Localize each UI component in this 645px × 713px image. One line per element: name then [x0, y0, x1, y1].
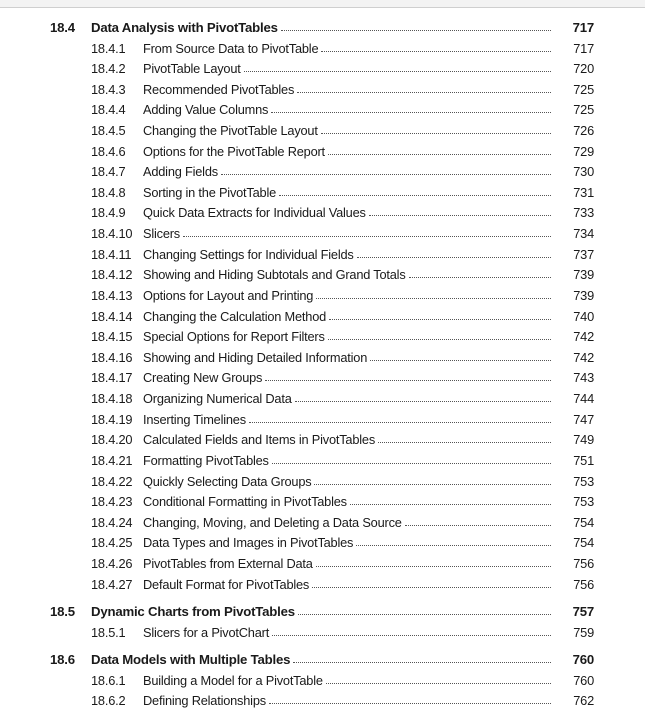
- entry-title: Creating New Groups: [143, 370, 263, 386]
- entry-page-number: 760: [572, 651, 594, 667]
- toc-subsection-entry[interactable]: [0, 622, 645, 642]
- entry-page-number: 731: [573, 184, 594, 200]
- toc-subsection-entry[interactable]: [0, 182, 645, 202]
- entry-title-with-leader: [143, 515, 551, 530]
- dot-leader: [350, 504, 551, 505]
- entry-number: 18.4.11: [91, 246, 132, 262]
- dot-leader: [183, 236, 551, 237]
- toc-subsection-entry[interactable]: [0, 492, 645, 512]
- toc-subsection-entry[interactable]: [0, 409, 645, 429]
- entry-number: 18.6.2: [91, 693, 126, 709]
- entry-number: 18.4.27: [91, 576, 133, 592]
- entry-title: Organizing Numerical Data: [143, 391, 292, 407]
- dot-leader: [378, 442, 551, 443]
- entry-title-with-leader: [143, 453, 551, 468]
- toc-subsection-entry[interactable]: [0, 120, 645, 140]
- entry-title: Dynamic Charts from PivotTables: [91, 603, 295, 619]
- toc-section-entry[interactable]: [0, 649, 645, 669]
- entry-title-with-leader: [143, 329, 551, 344]
- entry-number: 18.4.4: [91, 102, 126, 118]
- entry-title: Default Format for PivotTables: [143, 576, 310, 592]
- toc-subsection-entry[interactable]: [0, 533, 645, 553]
- entry-title: Options for Layout and Printing: [143, 287, 314, 303]
- dot-leader: [272, 463, 551, 464]
- dot-leader: [321, 133, 551, 134]
- entry-title: Changing Settings for Individual Fields: [143, 246, 354, 262]
- toc-subsection-entry[interactable]: [0, 327, 645, 347]
- dot-leader: [314, 484, 551, 485]
- entry-number: 18.4.6: [91, 143, 126, 159]
- entry-number: 18.4.17: [91, 370, 133, 386]
- toc-subsection-entry[interactable]: [0, 59, 645, 79]
- entry-title: PivotTable Layout: [143, 61, 241, 77]
- dot-leader: [279, 195, 551, 196]
- entry-page-number: 754: [573, 514, 594, 530]
- entry-number: 18.4.25: [91, 535, 133, 551]
- entry-title: Calculated Fields and Items in PivotTables: [143, 432, 376, 448]
- toc-subsection-entry[interactable]: [0, 38, 645, 58]
- entry-title-with-leader: [143, 474, 551, 489]
- dot-leader: [357, 257, 551, 258]
- toc-subsection-entry[interactable]: [0, 574, 645, 594]
- entry-title: Showing and Hiding Detailed Information: [143, 349, 368, 365]
- toc-section-entry[interactable]: [0, 601, 645, 621]
- entry-number: 18.4.16: [91, 349, 133, 365]
- toc-subsection-entry[interactable]: [0, 285, 645, 305]
- dot-leader: [370, 360, 551, 361]
- toc-subsection-entry[interactable]: [0, 389, 645, 409]
- dot-leader: [328, 339, 551, 340]
- toc-subsection-entry[interactable]: [0, 450, 645, 470]
- entry-title: PivotTables from External Data: [143, 556, 313, 571]
- entry-number: 18.4.14: [91, 308, 133, 324]
- entry-title-with-leader: [143, 625, 551, 640]
- entry-title-with-leader: [91, 604, 551, 619]
- entry-title-with-leader: [143, 535, 551, 550]
- entry-title: From Source Data to PivotTable: [143, 40, 319, 56]
- toc-subsection-entry[interactable]: [0, 347, 645, 367]
- entry-title: Slicers: [143, 226, 180, 242]
- entry-number: 18.4.1: [91, 40, 126, 56]
- dot-leader: [316, 298, 551, 299]
- dot-leader: [244, 71, 551, 72]
- entry-title: Changing the Calculation Method: [143, 308, 327, 324]
- entry-title-with-leader: [143, 391, 551, 406]
- entry-page-number: 717: [573, 40, 594, 56]
- entry-number: 18.4.19: [91, 411, 133, 427]
- dot-leader: [269, 703, 551, 704]
- entry-number: 18.4.15: [91, 329, 133, 345]
- entry-page-number: 730: [573, 164, 594, 180]
- toc-subsection-entry[interactable]: [0, 79, 645, 99]
- toc-subsection-entry[interactable]: [0, 471, 645, 491]
- dot-leader: [295, 401, 551, 402]
- entry-number: 18.4: [50, 19, 75, 35]
- entry-page-number: 739: [573, 267, 594, 283]
- toc-subsection-entry[interactable]: [0, 368, 645, 388]
- entry-title: Recommended PivotTables: [143, 81, 295, 97]
- toc-subsection-entry[interactable]: [0, 306, 645, 326]
- dot-leader: [328, 154, 551, 155]
- entry-number: 18.5.1: [91, 624, 126, 640]
- toc-subsection-entry[interactable]: [0, 100, 645, 120]
- entry-number: 18.6: [50, 651, 75, 667]
- entry-title-with-leader: [143, 123, 551, 138]
- entry-title: Quickly Selecting Data Groups: [143, 473, 312, 489]
- entry-number: 18.4.5: [91, 122, 126, 138]
- entry-title: Inserting Timelines: [143, 411, 246, 427]
- entry-page-number: 725: [573, 81, 594, 97]
- dot-leader: [312, 587, 551, 588]
- entry-page-number: 742: [573, 329, 594, 345]
- entry-title: Formatting PivotTables: [143, 452, 269, 468]
- dot-leader: [409, 277, 551, 278]
- entry-number: 18.5: [50, 603, 75, 619]
- dot-leader: [316, 566, 551, 567]
- entry-page-number: 720: [573, 61, 594, 77]
- toc-subsection-entry[interactable]: [0, 691, 645, 711]
- toc-subsection-entry[interactable]: [0, 512, 645, 532]
- entry-number: 18.4.24: [91, 514, 133, 530]
- entry-page-number: 749: [573, 432, 594, 448]
- dot-leader: [369, 215, 551, 216]
- entry-title-with-leader: [143, 693, 551, 708]
- entry-title-with-leader: [91, 652, 551, 667]
- entry-page-number: 757: [572, 603, 594, 619]
- entry-title-with-leader: [143, 556, 551, 571]
- toc-subsection-entry[interactable]: [0, 430, 645, 450]
- entry-page-number: 743: [573, 370, 594, 386]
- entry-title-with-leader: [143, 370, 551, 385]
- toc-subsection-entry[interactable]: [0, 203, 645, 223]
- dot-leader: [271, 112, 551, 113]
- entry-title-with-leader: [143, 350, 551, 365]
- toc-subsection-entry[interactable]: [0, 162, 645, 182]
- entry-title-with-leader: [143, 577, 551, 592]
- entry-title-with-leader: [143, 41, 551, 56]
- entry-title-with-leader: [143, 102, 551, 117]
- entry-number: 18.4.8: [91, 184, 126, 200]
- entry-title: Adding Value Columns: [143, 102, 269, 118]
- entry-number: 18.4.2: [91, 61, 126, 77]
- entry-page-number: 762: [573, 693, 594, 709]
- toc-subsection-entry[interactable]: [0, 670, 645, 690]
- dot-leader: [221, 174, 551, 175]
- entry-title-with-leader: [143, 61, 551, 76]
- toc-subsection-entry[interactable]: [0, 265, 645, 285]
- entry-number: 18.4.20: [91, 432, 133, 448]
- entry-page-number: 734: [573, 226, 594, 242]
- entry-page-number: 742: [573, 349, 594, 365]
- dot-leader: [298, 614, 551, 615]
- page-top-edge: [0, 0, 645, 8]
- entry-number: 18.4.9: [91, 205, 126, 221]
- dot-leader: [356, 545, 551, 546]
- toc-subsection-entry[interactable]: [0, 141, 645, 161]
- entry-title-with-leader: [143, 494, 551, 509]
- entry-title-with-leader: [143, 267, 551, 282]
- entry-number: 18.4.26: [91, 556, 133, 571]
- entry-title: Building a Model for a PivotTable: [143, 672, 323, 688]
- dot-leader: [249, 422, 551, 423]
- entry-title-with-leader: [143, 205, 551, 220]
- entry-title-with-leader: [143, 288, 551, 303]
- entry-title: Defining Relationships: [143, 693, 266, 709]
- entry-title: Changing, Moving, and Deleting a Data Source: [143, 514, 402, 530]
- dot-leader: [405, 525, 551, 526]
- entry-number: 18.4.3: [91, 81, 126, 97]
- dot-leader: [281, 30, 551, 31]
- entry-number: 18.4.18: [91, 391, 133, 407]
- entry-title-with-leader: [143, 144, 551, 159]
- entry-number: 18.4.21: [91, 452, 133, 468]
- entry-page-number: 751: [573, 452, 594, 468]
- entry-title: Data Analysis with PivotTables: [91, 19, 278, 35]
- dot-leader: [272, 635, 551, 636]
- entry-title: Special Options for Report Filters: [143, 329, 325, 345]
- dot-leader: [329, 319, 551, 320]
- entry-title-with-leader: [143, 673, 551, 688]
- entry-page-number: 726: [573, 122, 594, 138]
- entry-page-number: 753: [573, 494, 594, 510]
- entry-title: Sorting in the PivotTable: [143, 184, 277, 200]
- entry-number: 18.4.23: [91, 494, 133, 510]
- entry-number: 18.4.10: [91, 226, 133, 242]
- entry-page-number: 756: [573, 576, 594, 592]
- toc-section-entry[interactable]: [0, 17, 645, 37]
- entry-title: Changing the PivotTable Layout: [143, 122, 318, 138]
- entry-title: Adding Fields: [143, 164, 218, 180]
- entry-page-number: 747: [573, 411, 594, 427]
- entry-page-number: 754: [573, 535, 594, 551]
- dot-leader: [293, 662, 551, 663]
- entry-page-number: 760: [573, 672, 594, 688]
- entry-title-with-leader: [143, 412, 551, 427]
- entry-page-number: 756: [573, 556, 594, 571]
- entry-page-number: 737: [573, 246, 594, 262]
- entry-page-number: 729: [573, 143, 594, 159]
- toc-subsection-entry[interactable]: [0, 224, 645, 244]
- entry-title-with-leader: [143, 185, 551, 200]
- dot-leader: [265, 380, 551, 381]
- entry-title-with-leader: [143, 432, 551, 447]
- dot-leader: [326, 683, 551, 684]
- entry-page-number: 717: [572, 19, 594, 35]
- entry-page-number: 744: [573, 391, 594, 407]
- entry-number: 18.4.12: [91, 267, 133, 283]
- entry-number: 18.4.22: [91, 473, 133, 489]
- entry-page-number: 725: [573, 102, 594, 118]
- entry-number: 18.4.13: [91, 287, 133, 303]
- entry-title-with-leader: [143, 164, 551, 179]
- entry-page-number: 753: [573, 473, 594, 489]
- entry-title: Data Models with Multiple Tables: [91, 651, 291, 667]
- entry-title-with-leader: [143, 82, 551, 97]
- entry-title: Showing and Hiding Subtotals and Grand Totals: [143, 267, 406, 283]
- entry-title: Data Types and Images in PivotTables: [143, 535, 354, 551]
- entry-page-number: 739: [573, 287, 594, 303]
- entry-title: Slicers for a PivotChart: [143, 624, 270, 640]
- entry-title-with-leader: [91, 20, 551, 35]
- toc-subsection-entry[interactable]: [0, 244, 645, 264]
- entry-title: Options for the PivotTable Report: [143, 143, 325, 159]
- entry-page-number: 759: [573, 624, 594, 640]
- entry-title-with-leader: [143, 309, 551, 324]
- dot-leader: [297, 92, 551, 93]
- entry-title: Conditional Formatting in PivotTables: [143, 494, 347, 510]
- entry-page-number: 733: [573, 205, 594, 221]
- toc-subsection-entry[interactable]: [0, 554, 645, 574]
- entry-page-number: 740: [573, 308, 594, 324]
- entry-number: 18.6.1: [91, 672, 126, 688]
- entry-title-with-leader: [143, 247, 551, 262]
- dot-leader: [321, 51, 551, 52]
- entry-title: Quick Data Extracts for Individual Values: [143, 205, 366, 221]
- entry-number: 18.4.7: [91, 164, 126, 180]
- entry-title-with-leader: [143, 226, 551, 241]
